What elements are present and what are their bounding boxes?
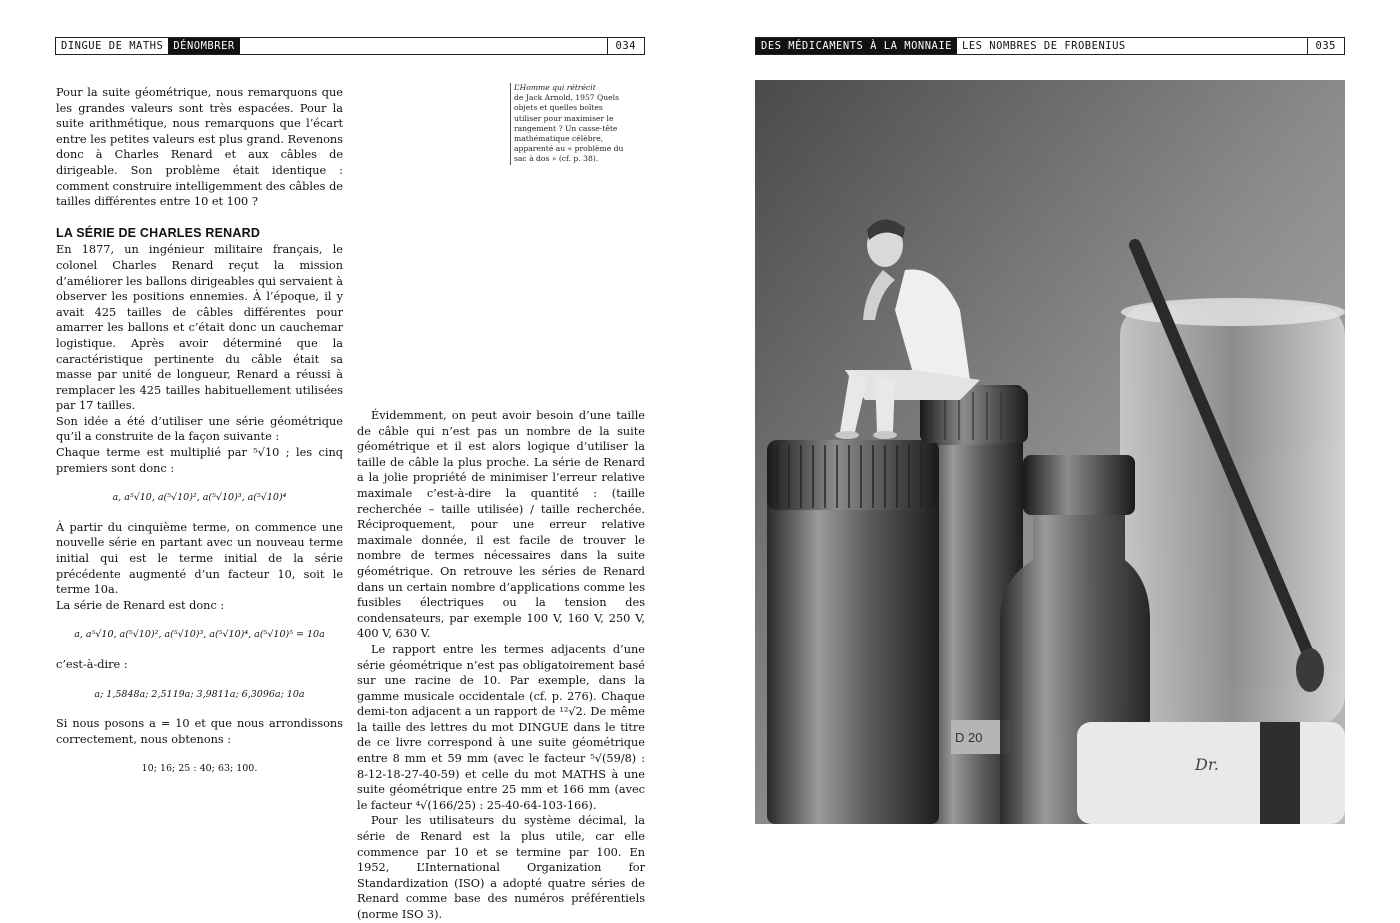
left-running-header bbox=[55, 37, 645, 55]
photo-caption bbox=[510, 83, 628, 165]
pill-box bbox=[1077, 722, 1345, 824]
book-title: DINGUE DE MATHS bbox=[61, 40, 164, 52]
paragraph: Le rapport entre les termes adjacents d’une série géométrique n’est pas obligatoirement basé sur une racine de 10. Par exemple, dans la gamme musicale occidentale (cf. p. 276). Chaque demi-ton adjacent a un rapport de ¹²√2. De même la taille des lettres du mot DINGUE dans le titre de ce livre correspond à une suite géométrique entre 8 mm et 59 mm (avec le facteur ⁵√(59/8) : 8-12-18-27-40-59) et celle du mot MATHS à une suite géométrique entre 25 mm et 166 mm (avec le facteur ⁴√(166/25) : 25-40-64-103-166). bbox=[357, 642, 645, 812]
chapter-label: DES MÉDICAMENTS À LA MONNAIE bbox=[756, 38, 957, 54]
caption-text: de Jack Arnold, 1957 Quels objets et quelles boîtes utiliser pour maximiser le rangement ? Un casse-tête mathématique célèbre, apparenté au « problème du sac à dos » (cf. p. 38). bbox=[514, 93, 624, 164]
ribbed-jar bbox=[767, 440, 939, 824]
formula: a, a⁵√10, a(⁵√10)², a(⁵√10)³, a(⁵√10)⁴ bbox=[112, 492, 287, 504]
film-still-photo bbox=[755, 80, 1345, 824]
header-spacer bbox=[1131, 38, 1307, 54]
header-spacer bbox=[240, 38, 607, 54]
right-running-header bbox=[755, 37, 1345, 55]
paragraph: La série de Renard est donc : bbox=[56, 598, 225, 612]
bottle-label-text: D 20 bbox=[955, 730, 983, 745]
section-label: DÉNOMBRER bbox=[168, 38, 239, 54]
section-title: LES NOMBRES DE FROBENIUS bbox=[962, 40, 1126, 52]
photo-illustration bbox=[755, 80, 1345, 824]
paragraph: c’est-à-dire : bbox=[56, 658, 128, 671]
formula: 10; 16; 25 : 40; 63; 100. bbox=[141, 763, 258, 775]
page-number: 035 bbox=[1307, 38, 1344, 54]
paragraph: En 1877, un ingénieur militaire français, le colonel Charles Renard reçut la mission d’améliorer les ballons dirigeables qui servaient à observer les positions ennemies. À l’époque, il y avait 425 tailles de câbles différentes pour amarrer les ballons et c’était donc un cauchemar logistique. Après avoir déterminé que la caractéristique pertinente du câble était sa masse par unité de longueur, Renard a réussi à remplacer les 425 tailles habituellement utilisées par 17 tailles. bbox=[56, 243, 343, 413]
page-number: 034 bbox=[607, 38, 644, 54]
formula: a; 1,5848a; 2,5119a; 3,9811a; 6,3096a; 10a bbox=[94, 688, 305, 700]
paragraph: Pour les utilisateurs du système décimal, la série de Renard est la plus utile, car elle commence par 10 et se termine par 100. En 1952, L’International Organization for Standardization (ISO) a adopté quatre séries de Renard comme base des numéros préférentiels (norme ISO 3). bbox=[357, 814, 645, 921]
paragraph: Son idée a été d’utiliser une série géométrique qu’il a construite de la façon suivante : bbox=[56, 414, 343, 444]
paragraph: Chaque terme est multiplié par ⁵√10 ; les cinq premiers sont donc : bbox=[56, 446, 343, 475]
paragraph: Si nous posons a = 10 et que nous arrondissons correctement, nous obtenons : bbox=[56, 717, 343, 746]
paragraph: Évidemment, on peut avoir besoin d’une taille de câble qui n’est pas un nombre de la suite géométrique et il est alors logique d’utiliser la taille de câble la plus proche. La série de Renard a la jolie propriété de minimiser l’erreur relative maximale c’est-à-dire la quantité : (taille recherchée – taille utilisée) / taille recherchée. Réciproquement, pour une erreur relative maximale donnée, il est facile de trouver le nombre de termes nécessaires dans la suite géométrique. On retrouve les séries de Renard dans un certain nombre d’applications comme les fusibles électriques ou la tension des condensateurs, par exemple 100 V, 160 V, 250 V, 400 V, 630 V. bbox=[357, 409, 645, 641]
text-column-left bbox=[56, 85, 343, 791]
formula: a, a⁵√10, a(⁵√10)², a(⁵√10)³, a(⁵√10)⁴, a(⁵√10)⁵ = 10a bbox=[74, 629, 325, 641]
beaker bbox=[1120, 245, 1345, 725]
box-label-text: Dr. bbox=[1195, 755, 1219, 774]
caption-title: L’Homme qui rétrécit bbox=[514, 83, 596, 92]
intro-paragraph: Pour la suite géométrique, nous remarquons que les grandes valeurs sont très espacées. Pour la suite arithmétique, nous remarquons que l’écart entre les petites valeurs est plus grand. Revenons donc à Charles Renard et aux câbles de dirigeable. Son problème était identique : comment construire intelligemment des câbles de tailles différentes entre 10 et 100 ? bbox=[56, 86, 343, 209]
paragraph: À partir du cinquième terme, on commence une nouvelle série en partant avec un nouveau terme initial qui est le terme initial de la série précédente augmenté d’un facteur 10, soit le terme 10a. bbox=[56, 520, 343, 597]
text-column-right bbox=[357, 408, 645, 923]
section-heading: LA SÉRIE DE CHARLES RENARD bbox=[56, 225, 261, 240]
